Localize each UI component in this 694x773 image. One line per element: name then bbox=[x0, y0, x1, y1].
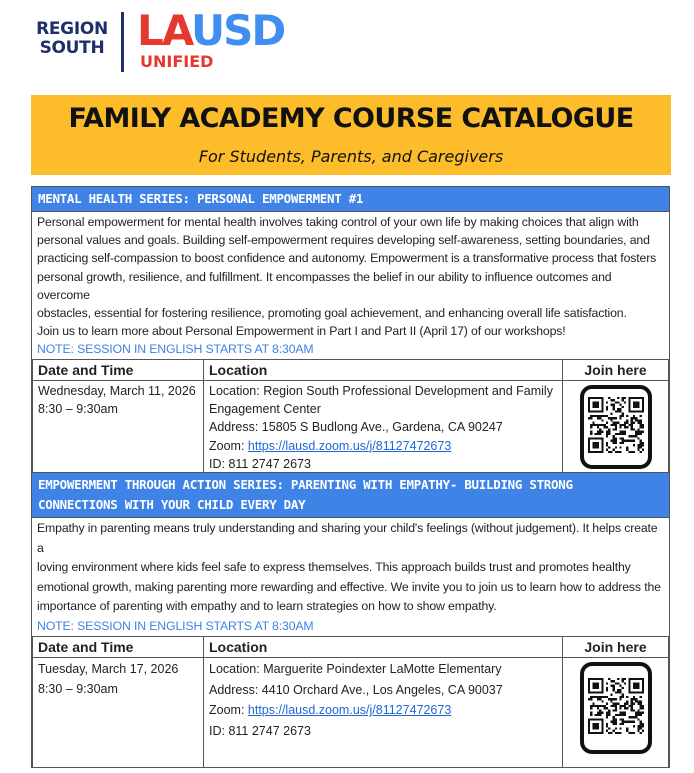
section-description bbox=[32, 212, 669, 359]
zoom-line bbox=[209, 437, 557, 455]
session-note: NOTE: SESSION IN ENGLISH STARTS AT 8:30AM bbox=[37, 618, 314, 633]
region-line: REGION bbox=[36, 19, 108, 39]
zoom-label: Zoom: bbox=[209, 438, 248, 453]
description-line: obstacles, essential for fostering resilience, promoting goal achievement, and enhancing overall life satisfaction. bbox=[37, 306, 627, 321]
qr-code-icon[interactable] bbox=[580, 662, 652, 754]
meeting-id: ID: 811 2747 2673 bbox=[209, 457, 311, 472]
description-line: Empathy in parenting means truly understanding and sharing your child's feelings (without judgement). It helps create a bbox=[37, 521, 658, 555]
col-date-time: Date and Time bbox=[33, 637, 204, 658]
zoom-link[interactable]: https://lausd.zoom.us/j/81127472673 bbox=[247, 703, 452, 717]
section-header: MENTAL HEALTH SERIES: PERSONAL EMPOWERMENT #1 bbox=[32, 187, 669, 212]
section-header-line: EMPOWERMENT THROUGH ACTION SERIES: PARENTING WITH EMPATHY- BUILDING STRONG bbox=[38, 477, 573, 492]
session-table bbox=[32, 636, 669, 767]
title-banner bbox=[31, 95, 671, 175]
zoom-link[interactable]: https://lausd.zoom.us/j/81127472673 bbox=[247, 438, 452, 453]
session-time: 8:30 – 9:30am bbox=[38, 402, 118, 417]
course-section-parenting-empathy bbox=[31, 472, 670, 768]
zoom-label: Zoom: bbox=[209, 703, 248, 717]
section-description bbox=[32, 518, 669, 636]
page-subtitle: For Students, Parents, and Caregivers bbox=[198, 147, 504, 166]
join-cell bbox=[563, 380, 669, 475]
location-cell bbox=[204, 380, 563, 475]
lausd-usd: USD bbox=[190, 6, 285, 55]
session-date: Tuesday, March 17, 2026 bbox=[38, 662, 179, 676]
join-cell bbox=[563, 658, 669, 768]
description-line: importance of parenting with empathy and to learn strategies on how to show empathy. bbox=[37, 599, 497, 613]
date-time-cell bbox=[33, 380, 204, 475]
col-date-time: Date and Time bbox=[33, 359, 204, 380]
region-south-label bbox=[36, 20, 108, 58]
col-join-here: Join here bbox=[563, 637, 669, 658]
section-header bbox=[32, 473, 669, 518]
session-time: 8:30 – 9:30am bbox=[38, 682, 118, 696]
location-line: Location: Marguerite Poindexter LaMotte Elementary bbox=[209, 662, 502, 676]
col-join-here: Join here bbox=[563, 359, 669, 380]
lausd-la: LA bbox=[137, 6, 191, 55]
description-line: personal values and goals. Building self-empowerment requires developing self-awareness, setting boundaries, and bbox=[37, 233, 650, 248]
description-line: Join us to learn more about Personal Empowerment in Part I and Part II (April 17) of our workshops! bbox=[37, 324, 566, 339]
description-line: loving environment where kids feel safe to express themselves. This approach builds trust and promotes healthy bbox=[37, 560, 631, 574]
location-line: Location: Region South Professional Development and Family bbox=[209, 383, 553, 398]
description-line: emotional growth, making parenting more rewarding and effective. We invite you to join us to learn how to address the bbox=[37, 579, 661, 594]
address-line: Address: 4410 Orchard Ave., Los Angeles, CA 90037 bbox=[209, 682, 503, 697]
south-line: SOUTH bbox=[39, 38, 105, 58]
location-line: Engagement Center bbox=[209, 402, 321, 417]
description-line: personal growth, resilience, and fulfillment. It encompasses the belief in our ability to influence outcomes and overcome bbox=[37, 269, 612, 302]
date-time-cell bbox=[33, 658, 204, 768]
unified-label: UNIFIED bbox=[140, 52, 214, 71]
lausd-wordmark bbox=[137, 6, 284, 56]
session-note: NOTE: SESSION IN ENGLISH STARTS AT 8:30AM bbox=[37, 342, 314, 357]
section-header-line: CONNECTIONS WITH YOUR CHILD EVERY DAY bbox=[38, 497, 306, 512]
description-line: Personal empowerment for mental health involves taking control of your own life by making choices that align with bbox=[37, 215, 639, 229]
zoom-line bbox=[209, 700, 557, 721]
description-line: practicing self-compassion to boost confidence and autonomy. Empowerment is a transformative process that fosters bbox=[37, 251, 657, 266]
col-location: Location bbox=[204, 637, 563, 658]
logo-divider bbox=[121, 12, 124, 72]
course-section-mental-health bbox=[31, 186, 670, 476]
lausd-region-south-logo bbox=[36, 6, 336, 76]
meeting-id: ID: 811 2747 2673 bbox=[209, 723, 311, 738]
location-cell bbox=[204, 658, 563, 768]
session-date: Wednesday, March 11, 2026 bbox=[38, 383, 196, 398]
session-table bbox=[32, 359, 669, 475]
page-title: FAMILY ACADEMY COURSE CATALOGUE bbox=[68, 103, 634, 134]
address-line: Address: 15805 S Budlong Ave., Gardena, CA 90247 bbox=[209, 420, 503, 435]
col-location: Location bbox=[204, 359, 563, 380]
qr-code-icon[interactable] bbox=[580, 385, 652, 469]
